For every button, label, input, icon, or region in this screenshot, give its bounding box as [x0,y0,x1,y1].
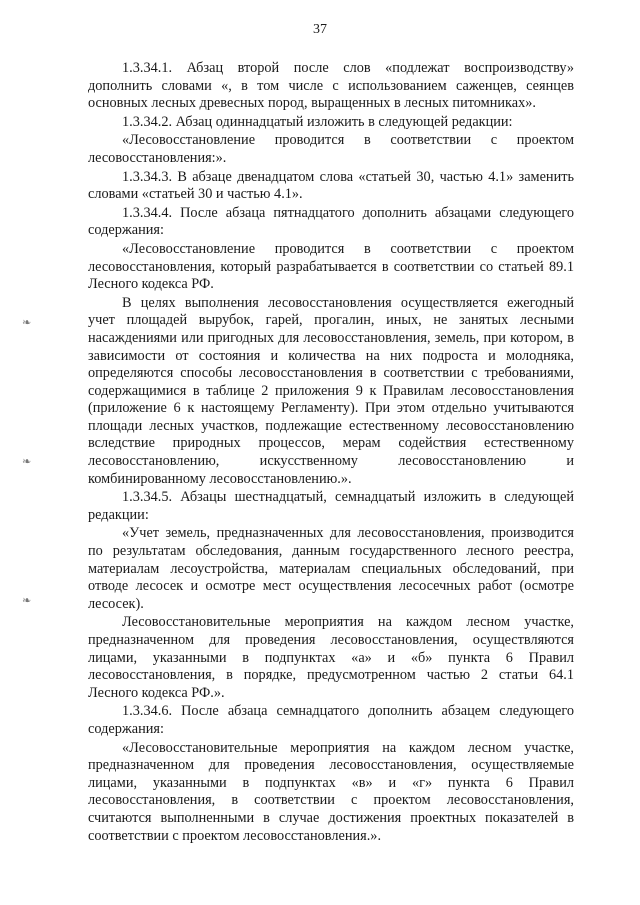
quoted-paragraph: Лесовосстановительные мероприятия на каждом лесном участке, предназначенном для проведения лесовосстановления, осуществляются лицами, указанными в подпунктах «а» и «б» пункта 6 Правил лесовосстановления, в порядке, предусмотренном частью 2 статьи 64.1 Лесного кодекса РФ.». [88,614,574,701]
quoted-paragraph: «Лесовосстановительные мероприятия на каждом лесном участке, предназначенном для проведения лесовосстановления, осуществляемые лицами, указанными в подпунктах «в» и «г» пункта 6 Правил лесовосстановления, в соответствии с проектом лесовосстановления, считаются выполненными в случае достижения проектных показателей в соответствии с проектом лесовосстановления.». [88,739,574,844]
margin-scan-mark-icon: ❧ [22,455,32,468]
quoted-paragraph: «Лесовосстановление проводится в соответствии с проектом лесовосстановления:». [88,132,574,166]
paragraph-1-3-34-3: 1.3.34.3. В абзаце двенадцатом слова «статьей 30, частью 4.1» заменить словами «статьей 30 и частью 4.1». [88,168,574,203]
margin-scan-mark-icon: ❧ [22,594,32,607]
paragraph-1-3-34-2: 1.3.34.2. Абзац одиннадцатый изложить в следующей редакции: [122,113,513,130]
paragraph-1-3-34-4: 1.3.34.4. После абзаца пятнадцатого дополнить абзацами следующего содержания: [88,204,574,239]
quoted-paragraph: «Учет земель, предназначенных для лесовосстановления, производится по результатам обследования, данным государственного лесного реестра, материалам лесоустройства, материалам специальных обследований, при отводе лесосек и осмотре мест осуществления лесосечных работ (осмотре лесосек). [88,525,574,612]
margin-scan-mark-icon: ❧ [22,316,32,329]
paragraph-1-3-34-5: 1.3.34.5. Абзацы шестнадцатый, семнадцатый изложить в следующей редакции: [88,489,574,523]
quoted-paragraph: В целях выполнения лесовосстановления осуществляется ежегодный учет площадей вырубок, гарей, прогалин, иных, не занятых лесными насаждениями или пригодных для лесовосстановления, земель, при котором, в зависимости от состояния и количества на них подроста и молодняка, определяются способы лесовосстановления в соответствии с требованиями, содержащимися в таблице 2 приложения 9 к Правилам лесовосстановления (приложение 6 к настоящему Регламенту). При этом отдельно учитываются площади лесных участков, подлежащие естественному лесовосстановлению вследствие природных процессов, мерам содействия естественному лесовосстановлению, искусственному лесовосстановлению и комбинированному лесовосстановлению.». [88,294,574,487]
quoted-paragraph: «Лесовосстановление проводится в соответствии с проектом лесовосстановления, который разрабатывается в соответствии со статьей 89.1 Лесного кодекса РФ. [88,240,574,293]
paragraph-1-3-34-6: 1.3.34.6. После абзаца семнадцатого дополнить абзацем следующего содержания: [88,703,574,737]
document-body [88,60,574,846]
page-number: 37 [313,22,327,37]
paragraph-1-3-34-1: 1.3.34.1. Абзац второй после слов «подлежат воспроизводству» дополнить словами «, в том числе с использованием саженцев, сеянцев основных лесных древесных пород, выращенных в лесных питомниках». [88,60,574,112]
